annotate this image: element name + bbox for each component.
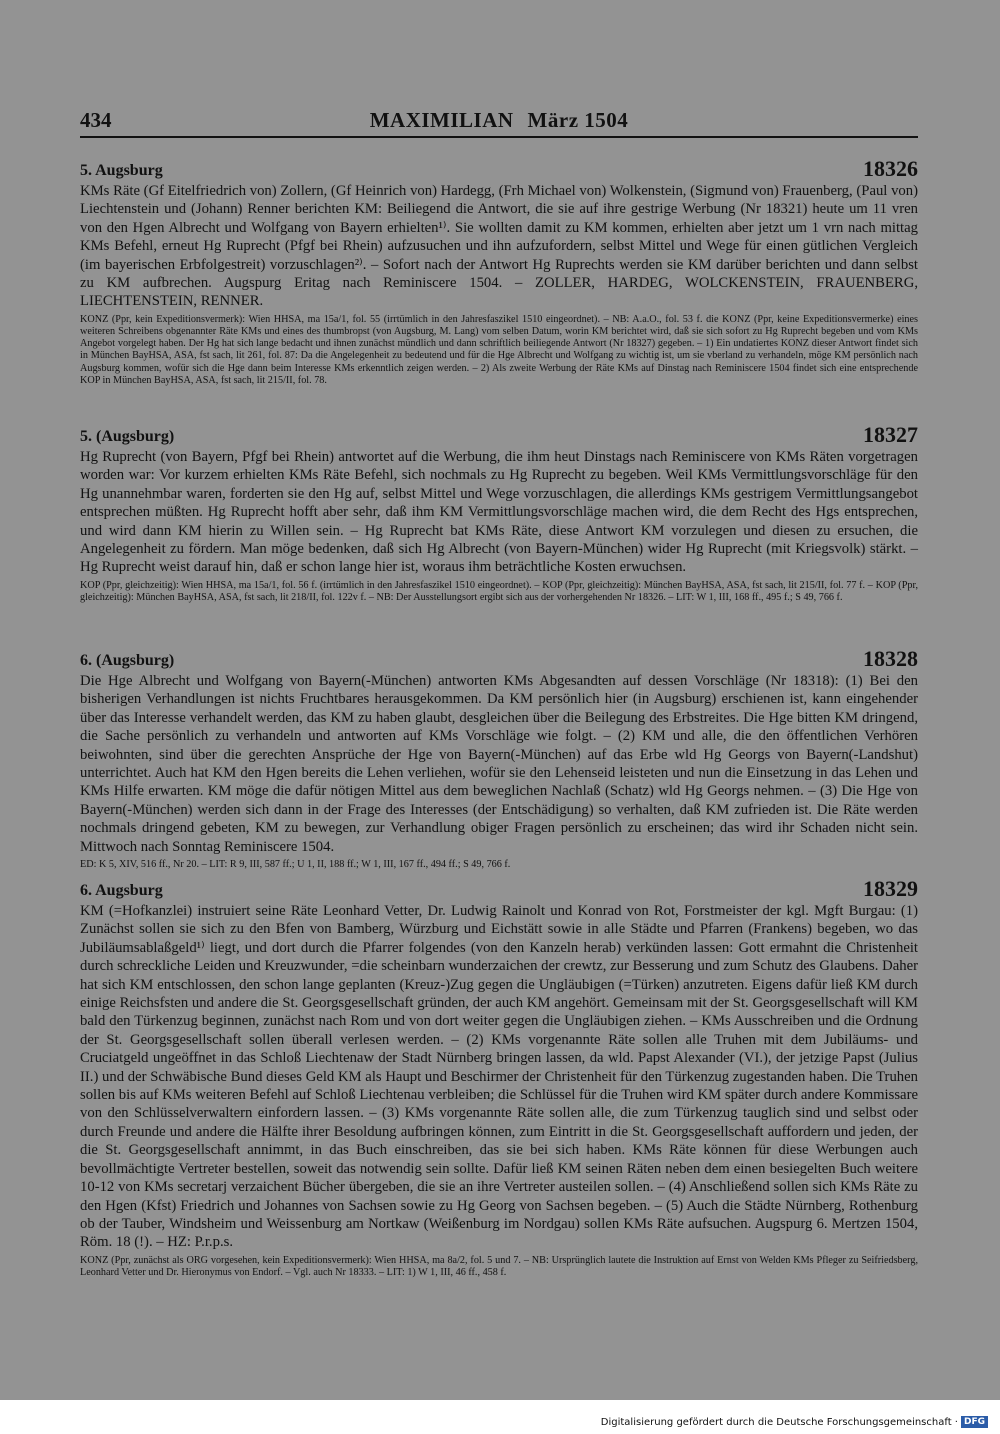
entry-date-place: 6. (Augsburg) [80, 652, 175, 669]
entry-18326 [80, 156, 918, 387]
entry-date-place: 6. Augsburg [80, 882, 163, 899]
entry-text: Hg Ruprecht (von Bayern, Pfgf bei Rhein) antwortet auf die Werbung, die ihm heut Dinstags nach Reminiscere von KMs Räten vorgetragen worden war: Vor kurzem erhielten KMs Räte Befehl, sich nochmals zu Hg Ruprecht zu begeben. Weil KMs Vermittlungsvorschläge für den Hg unannehmbar waren, forderten sie den Hg auf, selbst Mittel und Wege vorzuschlagen, die allerdings KMs gestrigem Vermittlungsangebot entsprechen müßten. Hg Ruprecht hofft aber sehr, daß ihm KM Vermittlungsvorschläge machen wird, die dem Recht des Hgs entsprechen, und wird dann KM hierin zu Willen sein. – Hg Ruprecht bat KMs Räte, diese Antwort KM vorzulegen und diesen zu ersuchen, die Angelegenheit zu fördern. Man möge bedenken, daß sich Hg Albrecht (von Bayern-München) wider Hg Ruprecht (mit Kriegsvolk) stärkt. – Hg Ruprecht weist darauf hin, daß er schon lange hier ist, woraus ihm beträchtliche Kosten erwuchsen. [80, 449, 918, 576]
entry-number: 18327 [863, 422, 918, 447]
entry-date-place: 5. (Augsburg) [80, 428, 175, 445]
entry-18329 [80, 876, 918, 1279]
entry-note: KOP (Ppr, gleichzeitig): Wien HHSA, ma 15a/1, fol. 56 f. (irrtümlich in den Jahresfaszikel 1510 eingeordnet). – KOP (Ppr, gleichzeitig): München BayHSA, ASA, fst sach, lit 215/II, fol. 77 f. – KOP (Ppr, gleichzeitig): München BayHSA, ASA, fst sach, lit 218/II, fol. 122v f. – NB: Der Ausstellungsort ergibt sich aus der vorhergehenden Nr 18326. – LIT: W 1, III, 168 ff., 495 f.; S 49, 766 f. [80, 579, 918, 604]
entry-number: 18326 [863, 156, 918, 181]
entry-text: KM (=Hofkanzlei) instruiert seine Räte Leonhard Vetter, Dr. Ludwig Rainolt und Konrad von Rot, Forstmeister der kgl. Mgft Burgau: (1) Zunächst sollen sie sich zu den Bfen von Bamberg, Würzburg und Eichstätt sowie in alle Städte und Pfarren (Frankens) begeben, wo das Jubiläumsablaßgeld¹⁾ liegt, und dort durch die Pfarrer folgendes (von den Kanzeln herab) verkünden lassen: Gott ermahnt die Christenheit durch schreckliche Leiden und Kreuzwunder, =die scheinbarn wunderzaichen der crewtz, zur Besserung und zum Schutz des Glaubens. Daher hat sich KM entschlossen, den schon lange geplanten (Kreuz-)Zug gegen die Ungläubigen (=Türken) anzutreten. Eigens dafür ließ KM durch einige Reichsfsten und andere die St. Georgsgesellschaft gründen, der auch KM angehört. Gemeinsam mit der St. Georgsgesellschaft will KM bald den Türkenzug beginnen, zunächst nach Rom und von dort weiter gegen die Ungläubigen ziehen. – KMs Ausschreiben und die Ordnung der St. Georgsgesellschaft sollen überall verlesen werden. – (2) KMs vorgenannte Räte sollen alle Truhen mit dem Jubiläums- und Cruciatgeld ungeöffnet in das Schloß Liechtenaw der Stadt Nürnberg bringen lassen, da wld. Papst Alexander (VI.), der jetzige Papst (Julius II.) und der Schwäbische Bund dieses Geld KM als Haupt und Beschirmer der Christenheit für den Türkenzug zugestanden haben. Die Truhen sollen bis auf KMs weiteren Befehl auf Schloß Liechtenau verbleiben; die Schlüssel für die Truhen wird KM später durch andere Kommissare von den Schlüsselverwaltern einfordern lassen. – (3) KMs vorgenannte Räte sollen alle, die zum Türkenzug tauglich sind und selbst oder durch Freunde und andere die Hälfte ihrer Besoldung aufbringen können, zum Eintritt in die St. Georgsgesellschaft auffordern und jeden, der die St. Georgsgesellschaft annimmt, in das Buch einschreiben, das sie bei sich haben. KMs Räte können für diese Werbungen auch bevollmächtigte Vertreter bestellen, soweit das notwendig sein sollte. Dafür ließ KM seinen Räten neben dem einen besiegelten Buch weitere 10-12 von KMs secretarj verzaichent Bücher übergeben, die sie an ihre Vertreter austeilen sollen. – (4) Anschließend sollen sich KMs Räte zu den Hgen (Kfst) Friedrich und Johannes von Sachsen sowie zu Hg Georg von Sachsen begeben. – (5) Auch die Städte Nürnberg, Rothenburg ob der Tauber, Windsheim und Weissenburg am Nortkaw (Weißenburg im Nordgau) sollen KMs Räte aufsuchen. Augspurg 6. Mertzen 1504, Röm. 18 (!). – HZ: P.r.p.s. [80, 903, 918, 1251]
entry-18327 [80, 422, 918, 604]
title-date: März 1504 [527, 108, 629, 132]
digitization-credit [601, 1416, 988, 1428]
entry-date-place: 5. Augsburg [80, 162, 163, 179]
page-header [80, 108, 918, 136]
entry-number: 18329 [863, 876, 918, 901]
entry-18328 [80, 646, 918, 871]
entry-note: KONZ (Ppr, zunächst als ORG vorgesehen, kein Expeditionsvermerk): Wien HHSA, ma 8a/2, fol. 5 und 7. – NB: Ursprünglich lautete die Instruktion auf Ernst von Welden KMs Pfleger zu Seifriedsberg, Leonhard Vetter und Dr. Hieronymus von Endorf. – Vgl. auch Nr 18333. – LIT: 1) W 1, III, 46 ff., 458 f. [80, 1254, 918, 1278]
entry-text: KMs Räte (Gf Eitelfriedrich von) Zollern, (Gf Heinrich von) Hardegg, (Frh Michael von) Wolkenstein, (Sigmund von) Frauenberg, (Paul von) Liechtenstein und (Johann) Renner berichten KM: Beiliegend die Antwort, die sie auf ihre gestrige Werbung (Nr 18321) heute um 11 vren von den Hgen Albrecht und Wolfgang von Bayern erhielten¹⁾. Sie wollten damit zu KM kommen, erhielten aber jetzt um 1 vrn nach mittag KMs Befehl, erneut Hg Ruprecht (Pfgf bei Rhein) aufzusuchen und ihn aufzufordern, selbst Mittel und Wege für einen gütlichen Vergleich (im bayerischen Erbfolgestreit) vorzuschlagen²⁾. – Sofort nach der Antwort Hg Ruprechts werden sie KM darüber berichten und dann selbst zu KM aufbrechen. Augspurg Eritag nach Reminiscere 1504. – ZOLLER, HARDEG, WOLCKENSTEIN, FRAUENBERG, LIECHTENSTEIN, RENNER. [80, 183, 918, 310]
page-number: 434 [80, 108, 112, 132]
entry-text: Die Hge Albrecht und Wolfgang von Bayern(-München) antworten KMs Abgesandten auf dessen Vorschläge (Nr 18318): (1) Bei den bisherigen Verhandlungen ist nichts Fruchtbares herausgekommen. Da KM persönlich hier (in Augsburg) erschienen ist, kann eingehender über das Interesse verhandelt werden, das KM zu haben glaubt, desgleichen über die Beilegung des Erbstreites. Die Hge bitten KM dringend, die Sache persönlich zu verhandeln und antworten auf KMs Vorschläge wie folgt. – (2) KM und alle, die den öffentlichen Verhören beiwohnten, sind über die gerechten Ansprüche der Hge von Bayern(-München) auf das Erbe wld Hg Georgs von Bayern(-Landshut) unterrichtet. Auch hat KM den Hgen bereits die Lehen verliehen, wofür sie den Lehenseid leisteten und nun die Einsetzung in das Lehen und KMs Hilfe erwarten. KM möge die dafür nötigen Mittel aus dem beweglichen Nachlaß (Schatz) wld Hg Georgs nehmen. – (3) Die Hge von Bayern(-München) werden sich dann in der Frage des Interesses (der Entschädigung) so verhalten, daß KM zufrieden ist. Die Räte werden nochmals dringend gebeten, KM zu bewegen, zur Verhandlung obiger Fragen persönlich zu erscheinen; das wird ihr Schaden nicht sein. Mittwoch nach Sonntag Reminiscere 1504. [80, 673, 918, 855]
running-title [80, 108, 918, 133]
entry-note: ED: K 5, XIV, 516 ff., Nr 20. – LIT: R 9, III, 587 ff.; U 1, II, 188 ff.; W 1, III, 167 ff., 494 ff.; S 49, 766 f. [80, 859, 511, 871]
credit-text: Digitalisierung gefördert durch die Deutsche Forschungsgemeinschaft · [600, 1417, 958, 1428]
entry-note: KONZ (Ppr, kein Expeditionsvermerk): Wien HHSA, ma 15a/1, fol. 55 (irrtümlich in den Jahresfaszikel 1510 eingeordnet). – NB: A.a.O., fol. 53 f. die KONZ (Ppr, keine Expeditionsvermerke) eines weiteren Schreibens obgenannter Räte KMs und eines des thumbropst (von Augsburg, M. Lang) vom selben Datum, worin KM berichtet wird, daß sie sich sofort zu Hg Ruprecht begeben und vom KMs Angebot vorgelegt haben. Der Hg hat sich lange bedacht und ihnen zunächst mündlich und dann schriftlich beiliegende Antwort (Nr 18327) gegeben. – 1) Ein undatiertes KONZ dieser Antwort findet sich in München BayHSA, ASA, fst sach, lit 261, fol. 87: Da die Angelegenheit zu bedeutend und für die Hge Albrecht und Wolfgang zu wichtig ist, um sie vberland zu verhandeln, möge KM persönlich nach Augsburg kommen, wofür sich die Hge dann beim Interesse KMs erkenntlich zeigen werden. – 2) Als zweite Werbung der Räte KMs auf Dinstag nach Reminiscere 1504 findet sich eine entsprechende KOP in München BayHSA, ASA, fst sach, lit 215/II, fol. 78. [80, 313, 918, 386]
entry-number: 18328 [863, 646, 918, 671]
title-name: MAXIMILIAN [369, 108, 514, 132]
header-rule [80, 136, 918, 138]
dfg-logo: DFG [961, 1416, 988, 1428]
